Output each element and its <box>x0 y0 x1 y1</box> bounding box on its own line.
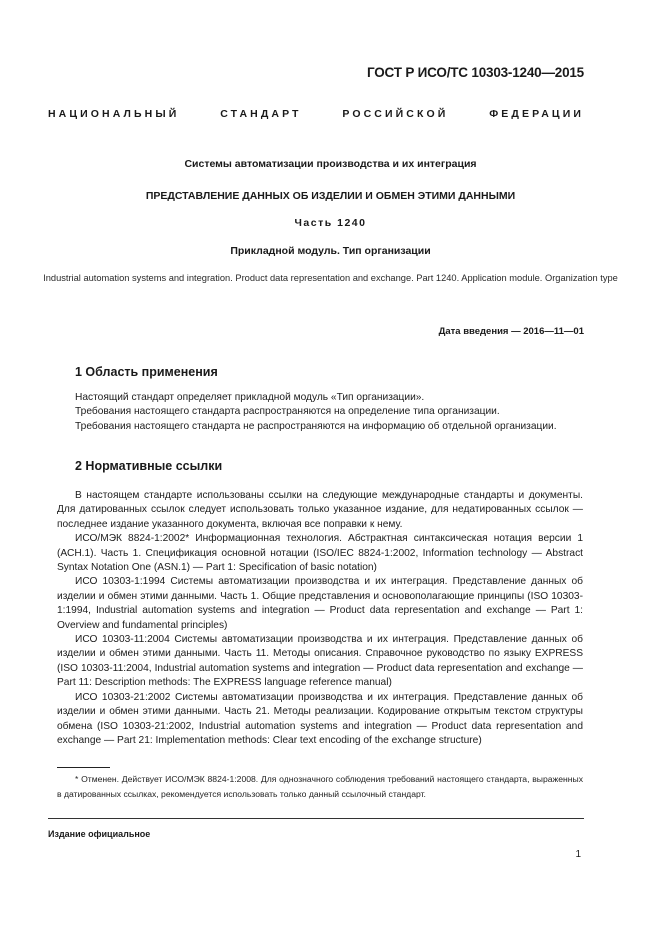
footnote-text: * Отменен. Действует ИСО/МЭК 8824-1:2008. Для однозначного соблюдения требований настоящего стандарта, выраженных в датированных ссылках, рекомендуется использовать только данный ссылочный стандарт. <box>57 774 583 799</box>
paragraph: Требования настоящего стандарта не распространяются на информацию об отдельной организации. <box>75 420 557 432</box>
document-code: ГОСТ Р ИСО/ТС 10303-1240—2015 <box>366 65 584 80</box>
footnote <box>57 772 583 801</box>
national-standard-banner: НАЦИОНАЛЬНЫЙ СТАНДАРТ РОССИЙСКОЙ ФЕДЕРАЦИИ <box>48 108 584 120</box>
reference-item: ИСО/МЭК 8824-1:2002* Информационная технология. Абстрактная синтаксическая нотация версии 1 (АСН.1). Часть 1. Спецификация основной нотации (ISO/IEC 8824-1:2002, Information technology — Abstract Syntax Notation One (ASN.1) — Part 1: Specification of basic notation) <box>57 533 583 574</box>
reference-item: ИСО 10303-1:1994 Системы автоматизации производства и их интеграция. Представление данных об изделии и обмен этими данными. Часть 1. Общие представления и основополагающие принципы (ISO 10303-1:1994, Industrial automation systems and integration — Product data representation and exchange — Part 1: Overview and fundamental principles) <box>57 576 583 631</box>
title-main: ПРЕДСТАВЛЕНИЕ ДАННЫХ ОБ ИЗДЕЛИИ И ОБМЕН ЭТИМИ ДАННЫМИ <box>145 190 516 202</box>
paragraph: Требования настоящего стандарта распространяются на определение типа организации. <box>75 406 500 418</box>
edition-label: Издание официальное <box>48 829 151 839</box>
introduction-date: Дата введения — 2016—11—01 <box>438 326 584 337</box>
section-2-body <box>57 489 583 748</box>
reference-item: ИСО 10303-11:2004 Системы автоматизации производства и их интеграция. Представление данных об изделии и обмен этими данными. Часть 11. Методы описания. Справочное руководство по языку EXPRESS (ISO 10303-11:2004, Industrial automation systems and integration — Product data representation and exchange — Part 11: Description methods: The EXPRESS language reference manual) <box>57 634 583 689</box>
title-part: Часть 1240 <box>294 217 367 229</box>
page-number: 1 <box>575 849 581 860</box>
paragraph: В настоящем стандарте использованы ссылки на следующие международные стандарты и документы. Для датированных ссылок следует использовать только указанное издание, для недатированных ссылок — последнее издание указанного документа, включая все поправки к нему. <box>57 490 583 530</box>
section-1-body <box>57 391 583 434</box>
reference-item: ИСО 10303-21:2002 Системы автоматизации производства и их интеграция. Представление данных об изделии и обмен этими данными. Часть 21. Методы реализации. Кодирование открытым текстом структуры обмена (ISO 10303-21:2002, Industrial automation systems and integration — Product data representation and exchange — Part 21: Implementation methods: Clear text encoding of the exchange structure) <box>57 691 583 746</box>
section-2-heading: 2 Нормативные ссылки <box>75 459 223 473</box>
bottom-divider <box>48 818 584 819</box>
section-1-heading: 1 Область применения <box>75 365 218 379</box>
title-series: Системы автоматизации производства и их интеграция <box>184 158 477 170</box>
title-english: Industrial automation systems and integration. Product data representation and exchange. Part 1240. Application module. Organization type <box>43 273 618 283</box>
footnote-separator <box>57 767 110 768</box>
paragraph: Настоящий стандарт определяет прикладной модуль «Тип организации». <box>75 392 425 403</box>
title-module: Прикладной модуль. Тип организации <box>230 245 431 257</box>
